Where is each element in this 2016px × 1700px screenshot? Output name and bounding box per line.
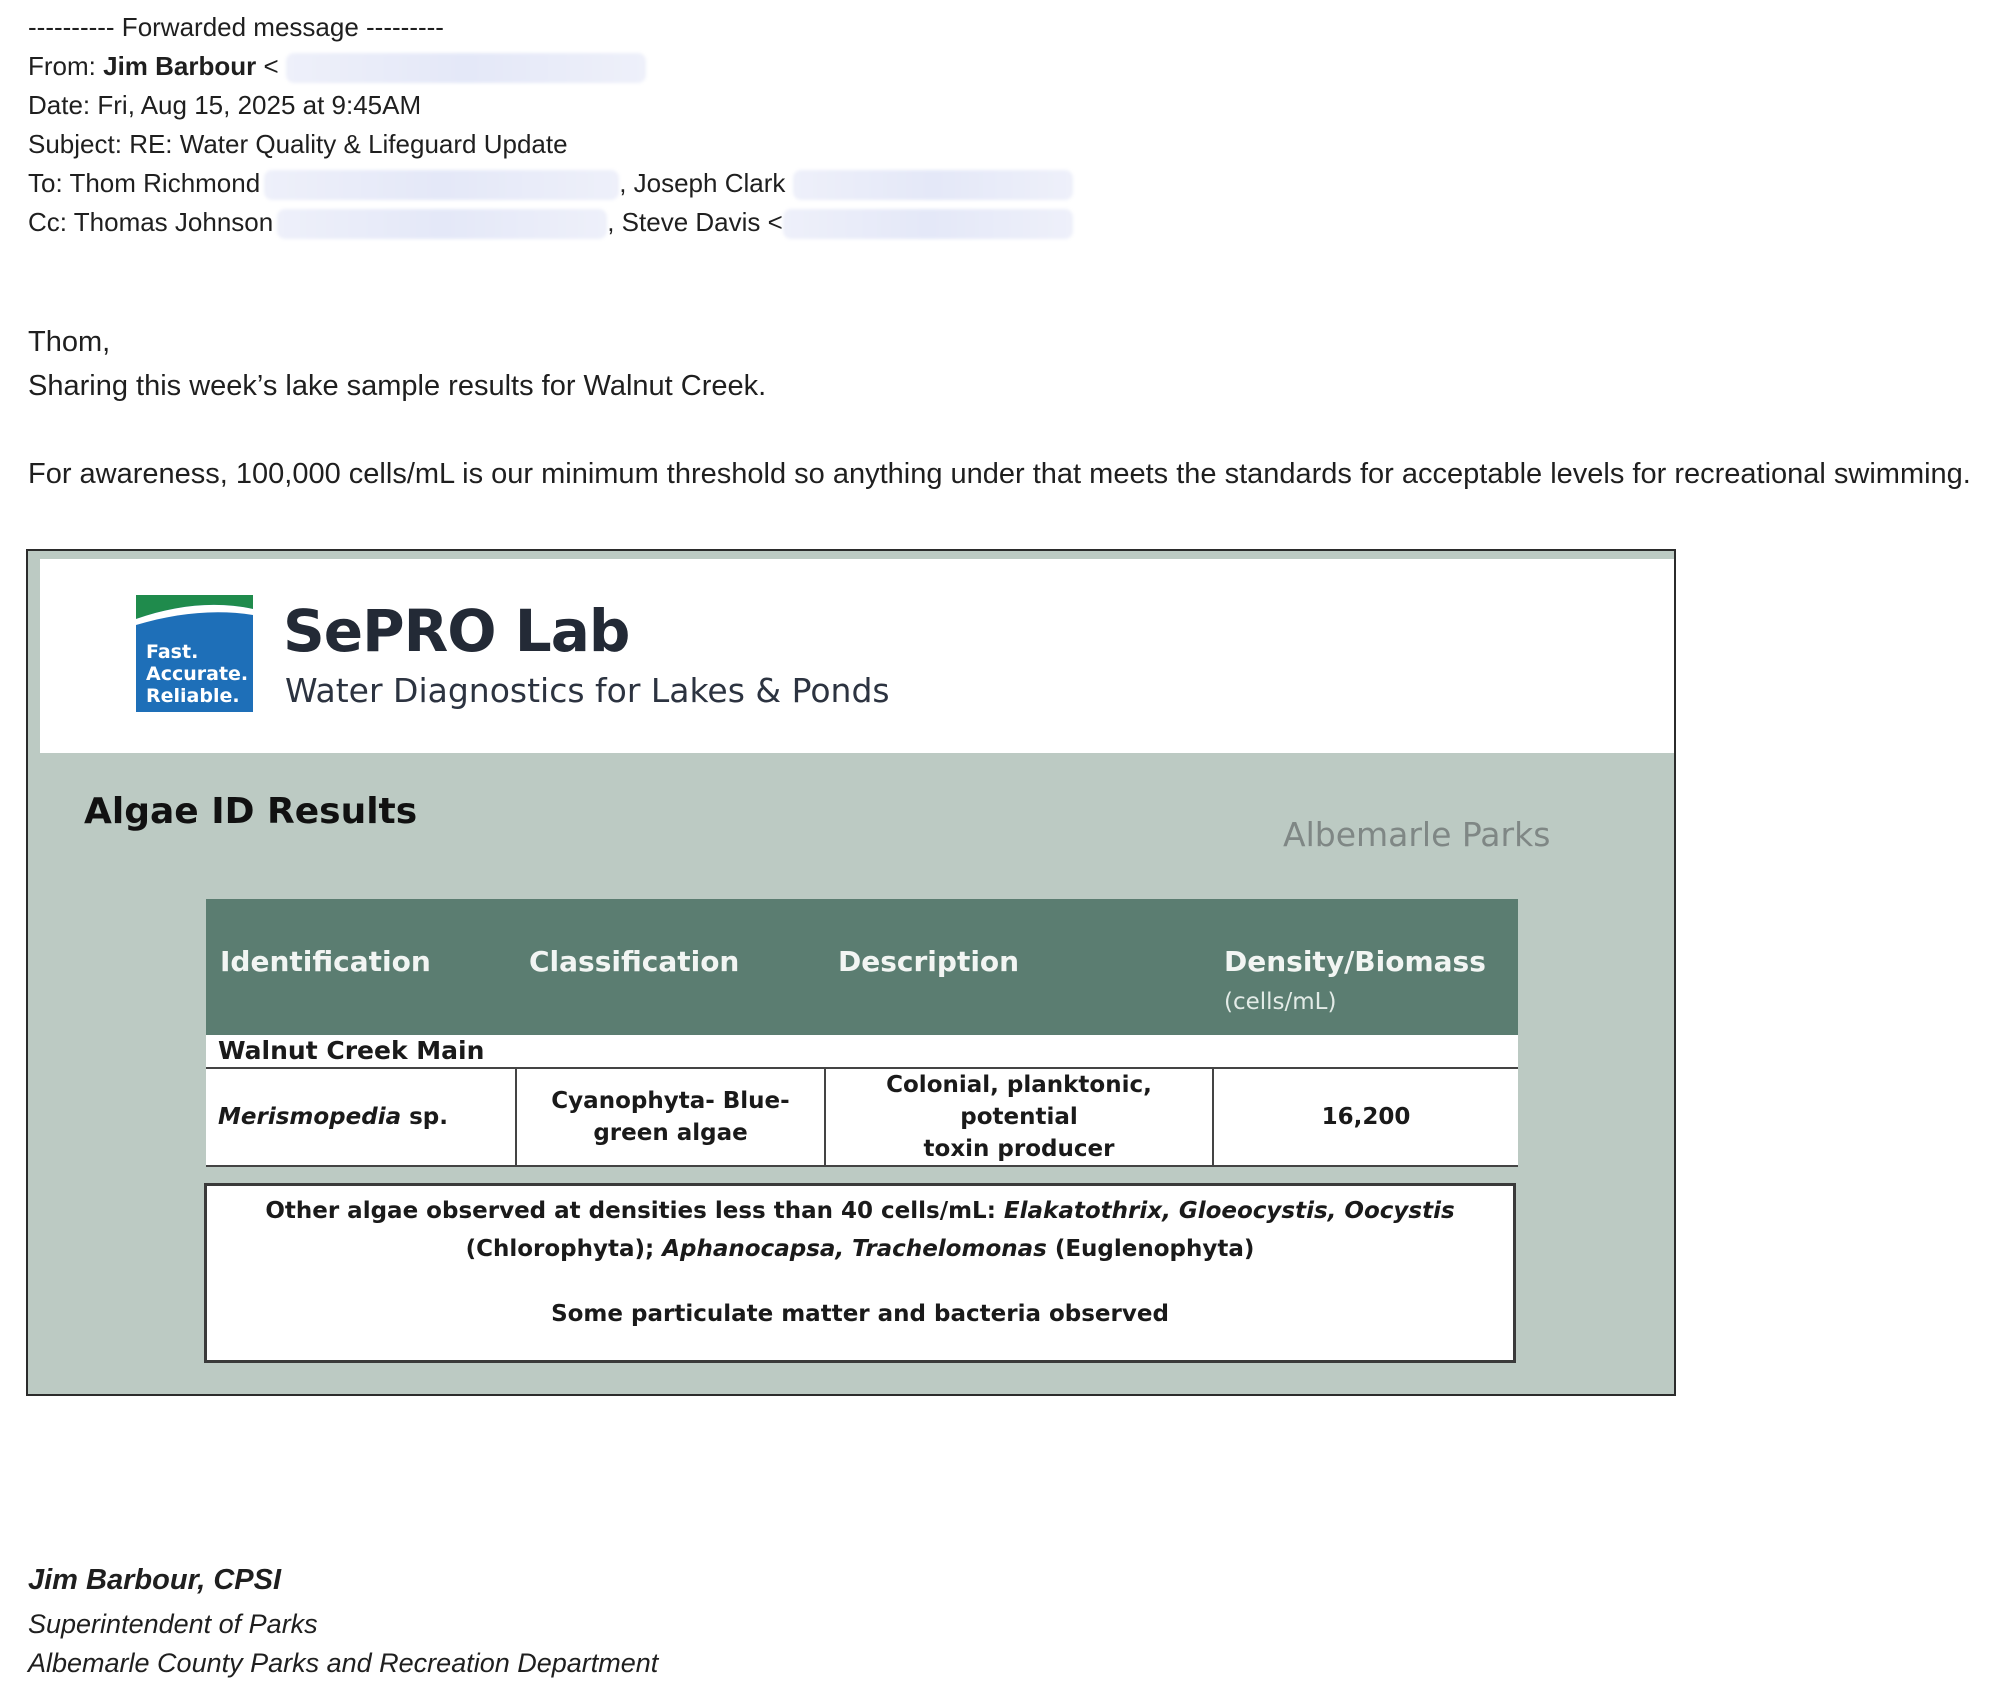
note-line-3: Some particulate matter and bacteria observed <box>551 1301 1169 1327</box>
notes-box <box>204 1183 1516 1363</box>
subject-line <box>28 125 568 164</box>
greeting: Thom, <box>28 326 111 358</box>
to-line <box>28 164 1073 203</box>
cc-recipient-2[interactable]: , Steve Davis < <box>607 207 783 237</box>
signature-title: Superintendent of Parks <box>28 1609 318 1639</box>
col-classification: Classification <box>529 945 740 978</box>
col-identification: Identification <box>220 945 431 978</box>
logo-tagline-2: Accurate. <box>146 663 249 685</box>
classification-line-1: Cyanophyta- Blue- <box>551 1088 790 1114</box>
note-line-2-close: (Euglenophyta) <box>1046 1236 1255 1262</box>
note-line-1-text: Other algae observed at densities less than 40 cells/mL: <box>265 1198 1004 1224</box>
from-name: Jim Barbour <box>103 51 257 81</box>
genus-suffix: sp. <box>401 1104 449 1130</box>
col-density-unit: (cells/mL) <box>1224 989 1337 1015</box>
date-value: Fri, Aug 15, 2025 at 9:45AM <box>97 90 422 120</box>
site-row <box>206 1035 1518 1069</box>
logo-tagline <box>146 641 248 707</box>
site-label: Walnut Creek Main <box>218 1036 485 1065</box>
table-header <box>206 899 1518 1035</box>
note-line-2-open: (Chlorophyta); <box>465 1236 663 1262</box>
cc-line <box>28 203 1073 242</box>
redacted-email <box>277 209 607 239</box>
cc-recipient-1[interactable]: Thomas Johnson <box>73 207 274 237</box>
signature-name: Jim Barbour, CPSI <box>28 1564 282 1596</box>
cell-classification <box>517 1069 824 1165</box>
brand-tagline: Water Diagnostics for Lakes & Ponds <box>285 671 890 710</box>
subject-value: RE: Water Quality & Lifeguard Update <box>129 129 568 159</box>
body-line-1: Sharing this week’s lake sample results for Walnut Creek. <box>28 370 767 402</box>
brand-name: SePRO Lab <box>283 597 630 665</box>
from-label: From: <box>28 51 96 81</box>
report-header <box>40 559 1676 753</box>
client-name: Albemarle Parks <box>1283 815 1551 854</box>
date-line <box>28 86 421 125</box>
cell-density: 16,200 <box>1321 1104 1411 1130</box>
note-line-2 <box>207 1236 1513 1262</box>
from-line <box>28 47 646 86</box>
note-line-2-genera: Aphanocapsa, Trachelomonas <box>662 1236 1047 1262</box>
logo-tagline-3: Reliable. <box>146 685 240 707</box>
col-density: Density/Biomass <box>1224 945 1486 978</box>
redacted-email <box>264 170 619 200</box>
description-line-2: toxin producer <box>923 1136 1115 1162</box>
forward-line: ---------- Forwarded message --------- <box>28 12 444 42</box>
note-line-1 <box>207 1198 1513 1224</box>
to-recipient-1[interactable]: Thom Richmond <box>69 168 261 198</box>
lab-report-image <box>26 549 1676 1396</box>
report-title: Algae ID Results <box>84 791 418 832</box>
to-label: To: <box>28 168 63 198</box>
to-recipient-2[interactable]: , Joseph Clark <box>619 168 786 198</box>
from-suffix: < <box>263 51 279 81</box>
note-line-1-genera: Elakatothrix, Gloeocystis, Oocystis <box>1003 1198 1455 1224</box>
table-row <box>206 1069 1518 1167</box>
genus-name: Merismopedia <box>218 1104 402 1130</box>
cell-identification <box>206 1069 515 1165</box>
date-label: Date: <box>28 90 91 120</box>
description-line-1: Colonial, planktonic, potential <box>886 1072 1152 1130</box>
signature-department: Albemarle County Parks and Recreation Department <box>28 1648 659 1678</box>
cell-description <box>826 1069 1212 1165</box>
col-description: Description <box>838 945 1020 978</box>
redacted-email <box>793 170 1073 200</box>
subject-label: Subject: <box>28 129 122 159</box>
redacted-email <box>783 209 1073 239</box>
logo-tagline-1: Fast. <box>146 641 199 663</box>
redacted-email <box>286 53 646 83</box>
cc-label: Cc: <box>28 207 67 237</box>
body-line-2: For awareness, 100,000 cells/mL is our minimum threshold so anything under that meets the standards for acceptable levels for recreational swimming. <box>28 458 1971 490</box>
classification-line-2: green algae <box>593 1120 748 1146</box>
